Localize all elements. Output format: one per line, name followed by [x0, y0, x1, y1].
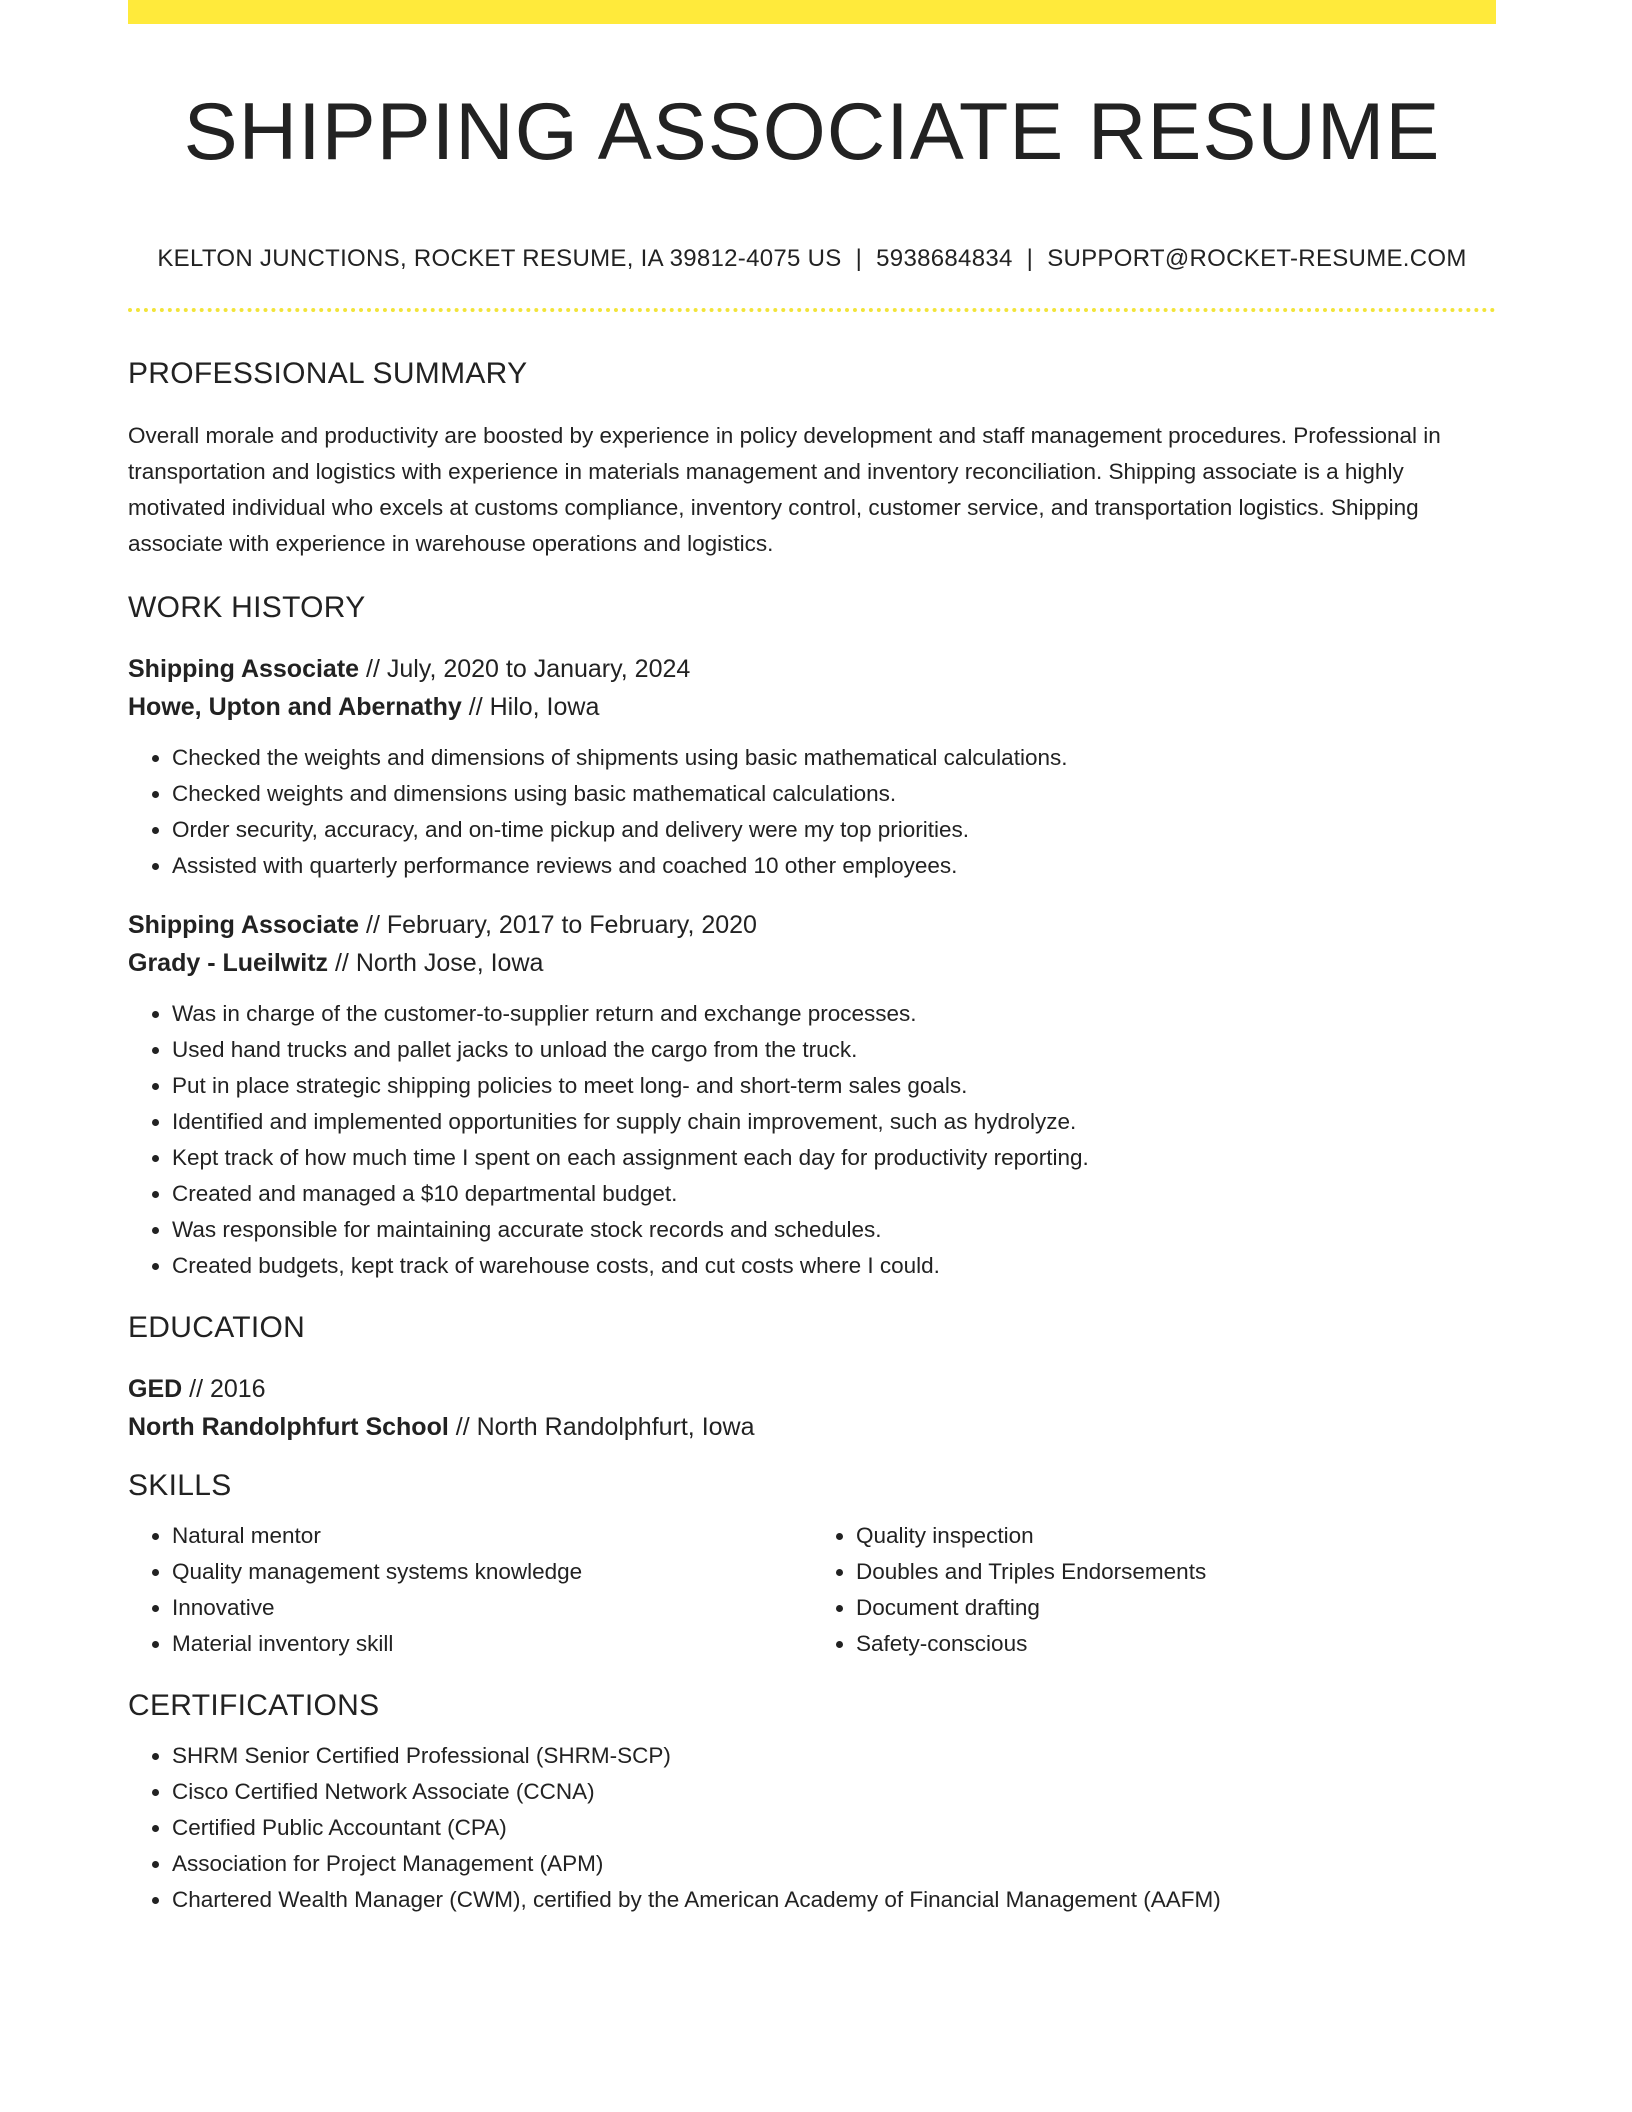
list-item: • Material inventory skill: [172, 1626, 812, 1662]
work-history-heading: WORK HISTORY: [128, 591, 366, 624]
list-item: • Natural mentor: [172, 1518, 812, 1554]
job-title-line: [128, 650, 1496, 688]
list-item: • Certified Public Accountant (CPA): [172, 1810, 1496, 1846]
list-item: • Checked weights and dimensions using basic mathematical calculations.: [172, 776, 1496, 812]
job-location: // North Jose, Iowa: [328, 949, 544, 977]
list-item: • Put in place strategic shipping policies to meet long- and short-term sales goals.: [172, 1068, 1496, 1104]
list-item: • Identified and implemented opportunities for supply chain improvement, such as hydrolyze.: [172, 1104, 1496, 1140]
job-bullets: [128, 740, 1496, 884]
education-entry: [128, 1370, 1496, 1446]
skills-grid: [128, 1518, 1496, 1662]
list-item: • Used hand trucks and pallet jacks to unload the cargo from the truck.: [172, 1032, 1496, 1068]
resume-content: [128, 24, 1496, 1918]
job-entry: [128, 906, 1496, 1284]
list-item: • Quality management systems knowledge: [172, 1554, 812, 1590]
degree-year: // 2016: [182, 1375, 266, 1403]
degree-line: [128, 1370, 1496, 1408]
page-title: SHIPPING ASSOCIATE RESUME: [183, 87, 1441, 177]
contact-separator: |: [1026, 245, 1034, 272]
job-bullets: [128, 996, 1496, 1284]
school-location: // North Randolphfurt, Iowa: [448, 1413, 755, 1441]
accent-top-bar: [128, 0, 1496, 24]
job-company-line: [128, 688, 1496, 726]
list-item: • Was in charge of the customer-to-supplier return and exchange processes.: [172, 996, 1496, 1032]
contact-email: SUPPORT@ROCKET-RESUME.COM: [1047, 245, 1467, 272]
job-location: // Hilo, Iowa: [461, 693, 600, 721]
certifications-list: [128, 1738, 1496, 1918]
list-item: • Was responsible for maintaining accurate stock records and schedules.: [172, 1212, 1496, 1248]
contact-phone: 5938684834: [876, 245, 1013, 272]
list-item: • Created and managed a $10 departmental budget.: [172, 1176, 1496, 1212]
job-dates: // July, 2020 to January, 2024: [359, 655, 691, 683]
list-item: • Doubles and Triples Endorsements: [856, 1554, 1496, 1590]
list-item: • Order security, accuracy, and on-time pickup and delivery were my top priorities.: [172, 812, 1496, 848]
list-item: • Quality inspection: [856, 1518, 1496, 1554]
list-item: • Assisted with quarterly performance reviews and coached 10 other employees.: [172, 848, 1496, 884]
job-entry: [128, 650, 1496, 884]
job-company: Howe, Upton and Abernathy: [128, 693, 462, 721]
list-item: • Document drafting: [856, 1590, 1496, 1626]
job-title-line: [128, 906, 1496, 944]
list-item: • Innovative: [172, 1590, 812, 1626]
degree: GED: [128, 1375, 183, 1403]
list-item: • Kept track of how much time I spent on each assignment each day for productivity reporting.: [172, 1140, 1496, 1176]
contact-address: KELTON JUNCTIONS, ROCKET RESUME, IA 39812-4075 US: [157, 245, 842, 272]
dotted-divider: [128, 308, 1496, 312]
skills-heading: SKILLS: [128, 1469, 232, 1502]
skills-left-list: [128, 1518, 812, 1662]
list-item: • Association for Project Management (APM): [172, 1846, 1496, 1882]
job-dates: // February, 2017 to February, 2020: [359, 911, 757, 939]
job-company: Grady - Lueilwitz: [128, 949, 329, 977]
job-company-line: [128, 944, 1496, 982]
list-item: • Created budgets, kept track of warehouse costs, and cut costs where I could.: [172, 1248, 1496, 1284]
education-heading: EDUCATION: [128, 1311, 306, 1344]
list-item: • SHRM Senior Certified Professional (SHRM-SCP): [172, 1738, 1496, 1774]
list-item: • Safety-conscious: [856, 1626, 1496, 1662]
contact-separator: |: [855, 245, 863, 272]
skills-right-list: [812, 1518, 1496, 1662]
contact-line: [128, 244, 1496, 274]
school: North Randolphfurt School: [128, 1413, 449, 1441]
job-title: Shipping Associate: [128, 911, 360, 939]
list-item: • Checked the weights and dimensions of shipments using basic mathematical calculations.: [172, 740, 1496, 776]
summary-text: Overall morale and productivity are boosted by experience in policy development and staff management procedures. Professional in transportation and logistics with experience in materials management and inventory reconciliation. Shipping associate is a highly motivated individual who excels at customs compliance, inventory control, customer service, and transportation logistics. Shipping associate with experience in warehouse operations and logistics.: [128, 423, 1441, 556]
school-line: [128, 1408, 1496, 1446]
summary-heading: PROFESSIONAL SUMMARY: [128, 357, 528, 390]
list-item: • Chartered Wealth Manager (CWM), certified by the American Academy of Financial Management (AAFM): [172, 1882, 1496, 1918]
job-title: Shipping Associate: [128, 655, 360, 683]
list-item: • Cisco Certified Network Associate (CCNA): [172, 1774, 1496, 1810]
certifications-heading: CERTIFICATIONS: [128, 1689, 380, 1722]
